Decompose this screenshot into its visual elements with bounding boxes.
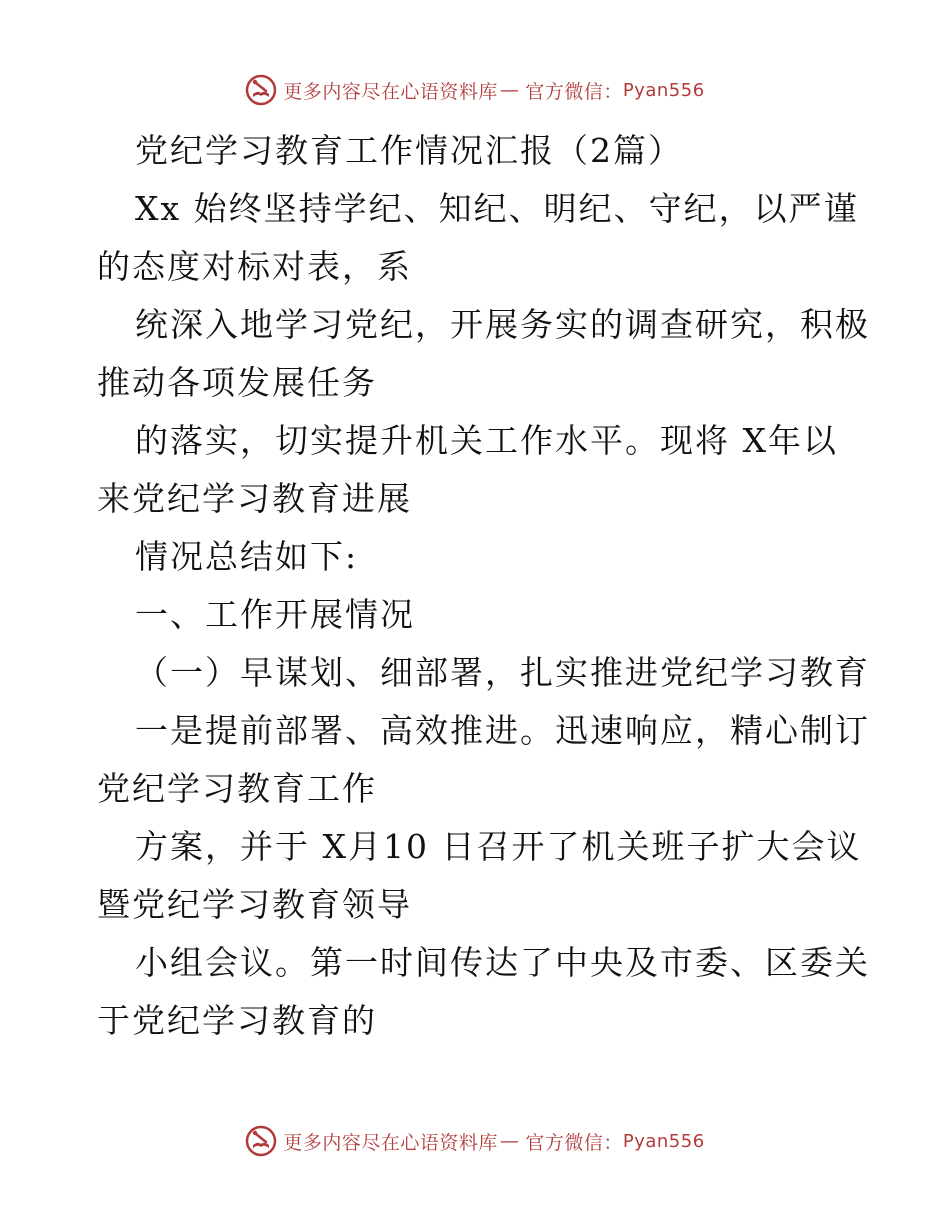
paragraph-line: 推动各项发展任务 xyxy=(97,363,377,402)
paragraph-line: 于党纪学习教育的 xyxy=(97,1001,377,1040)
watermark-text: 更多内容尽在心语资料库 xyxy=(283,1131,498,1154)
paragraph-line: 小组会议。第一时间传达了中央及市委、区委关 xyxy=(135,943,870,982)
watermark-label: 官方微信： xyxy=(525,1131,623,1154)
paragraph-line: 的落实，切实提升机关工作水平。现将 X年以 xyxy=(135,421,838,460)
watermark-separator: — xyxy=(499,79,520,101)
paragraph-line: 统深入地学习党纪，开展务实的调查研究，积极 xyxy=(135,305,870,344)
document-body xyxy=(97,122,870,1050)
section-heading: 一、工作开展情况 xyxy=(135,595,415,634)
paragraph-line: 的态度对标对表，系 xyxy=(97,247,412,286)
watermark-separator: — xyxy=(499,1130,520,1152)
paragraph-line: Xx 始终坚持学纪、知纪、明纪、守纪，以严谨 xyxy=(135,189,859,228)
book-quill-logo-icon xyxy=(245,1125,277,1157)
paragraph-line: 暨党纪学习教育领导 xyxy=(97,885,412,924)
watermark-wechat-id: Pyan556 xyxy=(622,1130,705,1152)
paragraph-line: 党纪学习教育工作 xyxy=(97,769,377,808)
paragraph-line: 来党纪学习教育进展 xyxy=(97,479,412,518)
paragraph-line: 情况总结如下: xyxy=(135,537,359,576)
watermark-text: 更多内容尽在心语资料库 xyxy=(283,80,498,103)
book-quill-logo-icon xyxy=(245,74,277,106)
watermark-label: 官方微信： xyxy=(525,80,623,103)
document-title: 党纪学习教育工作情况汇报（2篇） xyxy=(135,131,683,170)
subsection-heading: （一）早谋划、细部署，扎实推进党纪学习教育 xyxy=(135,653,870,692)
paragraph-line: 方案，并于 X月10 日召开了机关班子扩大会议 xyxy=(135,827,862,866)
header-watermark xyxy=(0,70,950,110)
watermark-wechat-id: Pyan556 xyxy=(622,79,705,101)
footer-watermark xyxy=(0,1121,950,1161)
paragraph-line: 一是提前部署、高效推进。迅速响应，精心制订 xyxy=(135,711,870,750)
